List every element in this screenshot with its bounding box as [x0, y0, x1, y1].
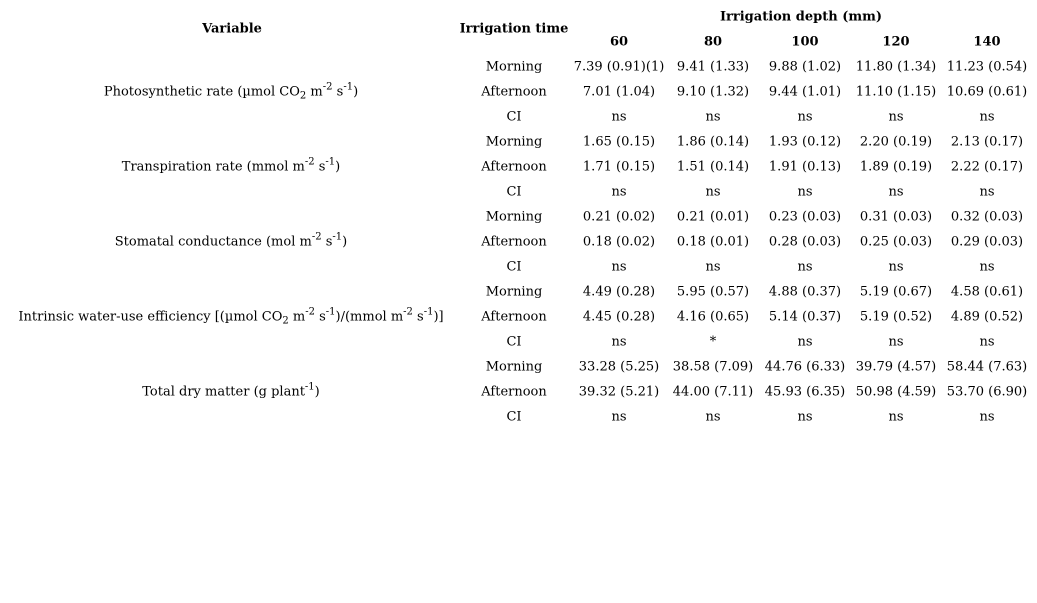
variable-label-photosynthetic-rate: Photosynthetic rate (µmol $CO_2$ $m^{-2}$ $s^{-1}$): [103, 81, 359, 102]
irrigation-time-column-header: Irrigation time: [459, 21, 569, 37]
value-cell: 4.58 (0.61): [950, 284, 1024, 300]
irrigation-time-cell: Morning: [485, 209, 543, 225]
depth-header-60: 60: [609, 34, 629, 50]
value-cell: 1.65 (0.15): [582, 134, 656, 150]
value-cell: 53.70 (6.90): [946, 384, 1028, 400]
value-cell: 2.20 (0.19): [859, 134, 933, 150]
value-cell: ns: [797, 259, 813, 275]
value-cell: ns: [888, 409, 904, 425]
value-cell: 44.00 (7.11): [672, 384, 754, 400]
irrigation-time-cell: Afternoon: [481, 159, 547, 175]
value-cell: ns: [611, 259, 627, 275]
value-cell: 5.14 (0.37): [768, 309, 842, 325]
value-cell: 9.41 (1.33): [676, 59, 750, 75]
value-cell: 5.19 (0.52): [859, 309, 933, 325]
value-cell: 33.28 (5.25): [578, 359, 660, 375]
value-cell: 4.16 (0.65): [676, 309, 750, 325]
value-cell: ns: [797, 409, 813, 425]
variable-label-stomatal-conductance: Stomatal conductance (mol $m^{-2}$ $s^{-1}$): [114, 231, 348, 250]
irrigation-time-cell: CI: [506, 334, 522, 350]
value-cell: ns: [797, 184, 813, 200]
value-cell: 11.10 (1.15): [855, 84, 937, 100]
value-cell: ns: [611, 184, 627, 200]
value-cell: ns: [611, 409, 627, 425]
value-cell: 58.44 (7.63): [946, 359, 1028, 375]
value-cell: 38.58 (7.09): [672, 359, 754, 375]
value-cell: ns: [705, 259, 721, 275]
value-cell: 0.28 (0.03): [768, 234, 842, 250]
value-cell: 0.21 (0.02): [582, 209, 656, 225]
value-cell: ns: [979, 184, 995, 200]
value-cell: ns: [611, 109, 627, 125]
value-cell: ns: [705, 184, 721, 200]
value-cell: *: [709, 334, 717, 350]
value-cell: 9.10 (1.32): [676, 84, 750, 100]
irrigation-time-cell: CI: [506, 259, 522, 275]
value-cell: 11.23 (0.54): [946, 59, 1028, 75]
irrigation-time-cell: CI: [506, 184, 522, 200]
value-cell: 7.39 (0.91)(1): [573, 59, 665, 75]
depth-header-100: 100: [791, 34, 819, 50]
irrigation-depth-header: Irrigation depth (mm): [719, 9, 883, 25]
value-cell: 0.25 (0.03): [859, 234, 933, 250]
value-cell: 4.49 (0.28): [582, 284, 656, 300]
irrigation-time-cell: CI: [506, 109, 522, 125]
value-cell: 2.22 (0.17): [950, 159, 1024, 175]
variable-label-total-dry-matter: Total dry matter (g plant$^{-1}$): [142, 381, 320, 400]
irrigation-time-cell: Morning: [485, 134, 543, 150]
irrigation-time-cell: Afternoon: [481, 84, 547, 100]
irrigation-time-cell: Afternoon: [481, 234, 547, 250]
value-cell: ns: [611, 334, 627, 350]
value-cell: 1.93 (0.12): [768, 134, 842, 150]
value-cell: 9.44 (1.01): [768, 84, 842, 100]
value-cell: ns: [797, 334, 813, 350]
depth-header-120: 120: [882, 34, 910, 50]
value-cell: ns: [888, 334, 904, 350]
irrigation-time-cell: Afternoon: [481, 384, 547, 400]
value-cell: 10.69 (0.61): [946, 84, 1028, 100]
value-cell: 4.45 (0.28): [582, 309, 656, 325]
value-cell: 0.23 (0.03): [768, 209, 842, 225]
irrigation-time-cell: Afternoon: [481, 309, 547, 325]
value-cell: ns: [705, 109, 721, 125]
value-cell: 9.88 (1.02): [768, 59, 842, 75]
value-cell: 0.31 (0.03): [859, 209, 933, 225]
value-cell: ns: [888, 184, 904, 200]
variable-column-header: Variable: [202, 21, 262, 37]
value-cell: ns: [888, 109, 904, 125]
value-cell: 1.86 (0.14): [676, 134, 750, 150]
value-cell: 0.21 (0.01): [676, 209, 750, 225]
value-cell: 0.32 (0.03): [950, 209, 1024, 225]
variable-label-intrinsic-water-use-efficiency: Intrinsic water-use efficiency [(µmol $CO_2$ $m^{-2}$ $s^{-1})/(mmol$ $m^{-2}$ $s^{-1}$)]: [18, 306, 444, 327]
value-cell: 5.19 (0.67): [859, 284, 933, 300]
value-cell: 0.29 (0.03): [950, 234, 1024, 250]
value-cell: 39.32 (5.21): [578, 384, 660, 400]
value-cell: 50.98 (4.59): [855, 384, 937, 400]
depth-header-80: 80: [703, 34, 723, 50]
value-cell: 7.01 (1.04): [582, 84, 656, 100]
depth-header-140: 140: [973, 34, 1001, 50]
value-cell: ns: [888, 259, 904, 275]
irrigation-time-cell: Morning: [485, 59, 543, 75]
value-cell: 4.89 (0.52): [950, 309, 1024, 325]
irrigation-time-cell: CI: [506, 409, 522, 425]
value-cell: ns: [979, 259, 995, 275]
variable-label-transpiration-rate: Transpiration rate (mmol $m^{-2}$ $s^{-1}$): [121, 156, 341, 175]
value-cell: 2.13 (0.17): [950, 134, 1024, 150]
value-cell: 1.91 (0.13): [768, 159, 842, 175]
value-cell: 45.93 (6.35): [764, 384, 846, 400]
value-cell: 4.88 (0.37): [768, 284, 842, 300]
value-cell: 0.18 (0.01): [676, 234, 750, 250]
irrigation-time-cell: Morning: [485, 284, 543, 300]
value-cell: ns: [979, 334, 995, 350]
value-cell: ns: [979, 409, 995, 425]
value-cell: 39.79 (4.57): [855, 359, 937, 375]
value-cell: 1.71 (0.15): [582, 159, 656, 175]
value-cell: 11.80 (1.34): [855, 59, 937, 75]
value-cell: 0.18 (0.02): [582, 234, 656, 250]
value-cell: ns: [797, 109, 813, 125]
value-cell: 44.76 (6.33): [764, 359, 846, 375]
value-cell: 1.89 (0.19): [859, 159, 933, 175]
value-cell: ns: [979, 109, 995, 125]
value-cell: ns: [705, 409, 721, 425]
value-cell: 1.51 (0.14): [676, 159, 750, 175]
value-cell: 5.95 (0.57): [676, 284, 750, 300]
irrigation-time-cell: Morning: [485, 359, 543, 375]
